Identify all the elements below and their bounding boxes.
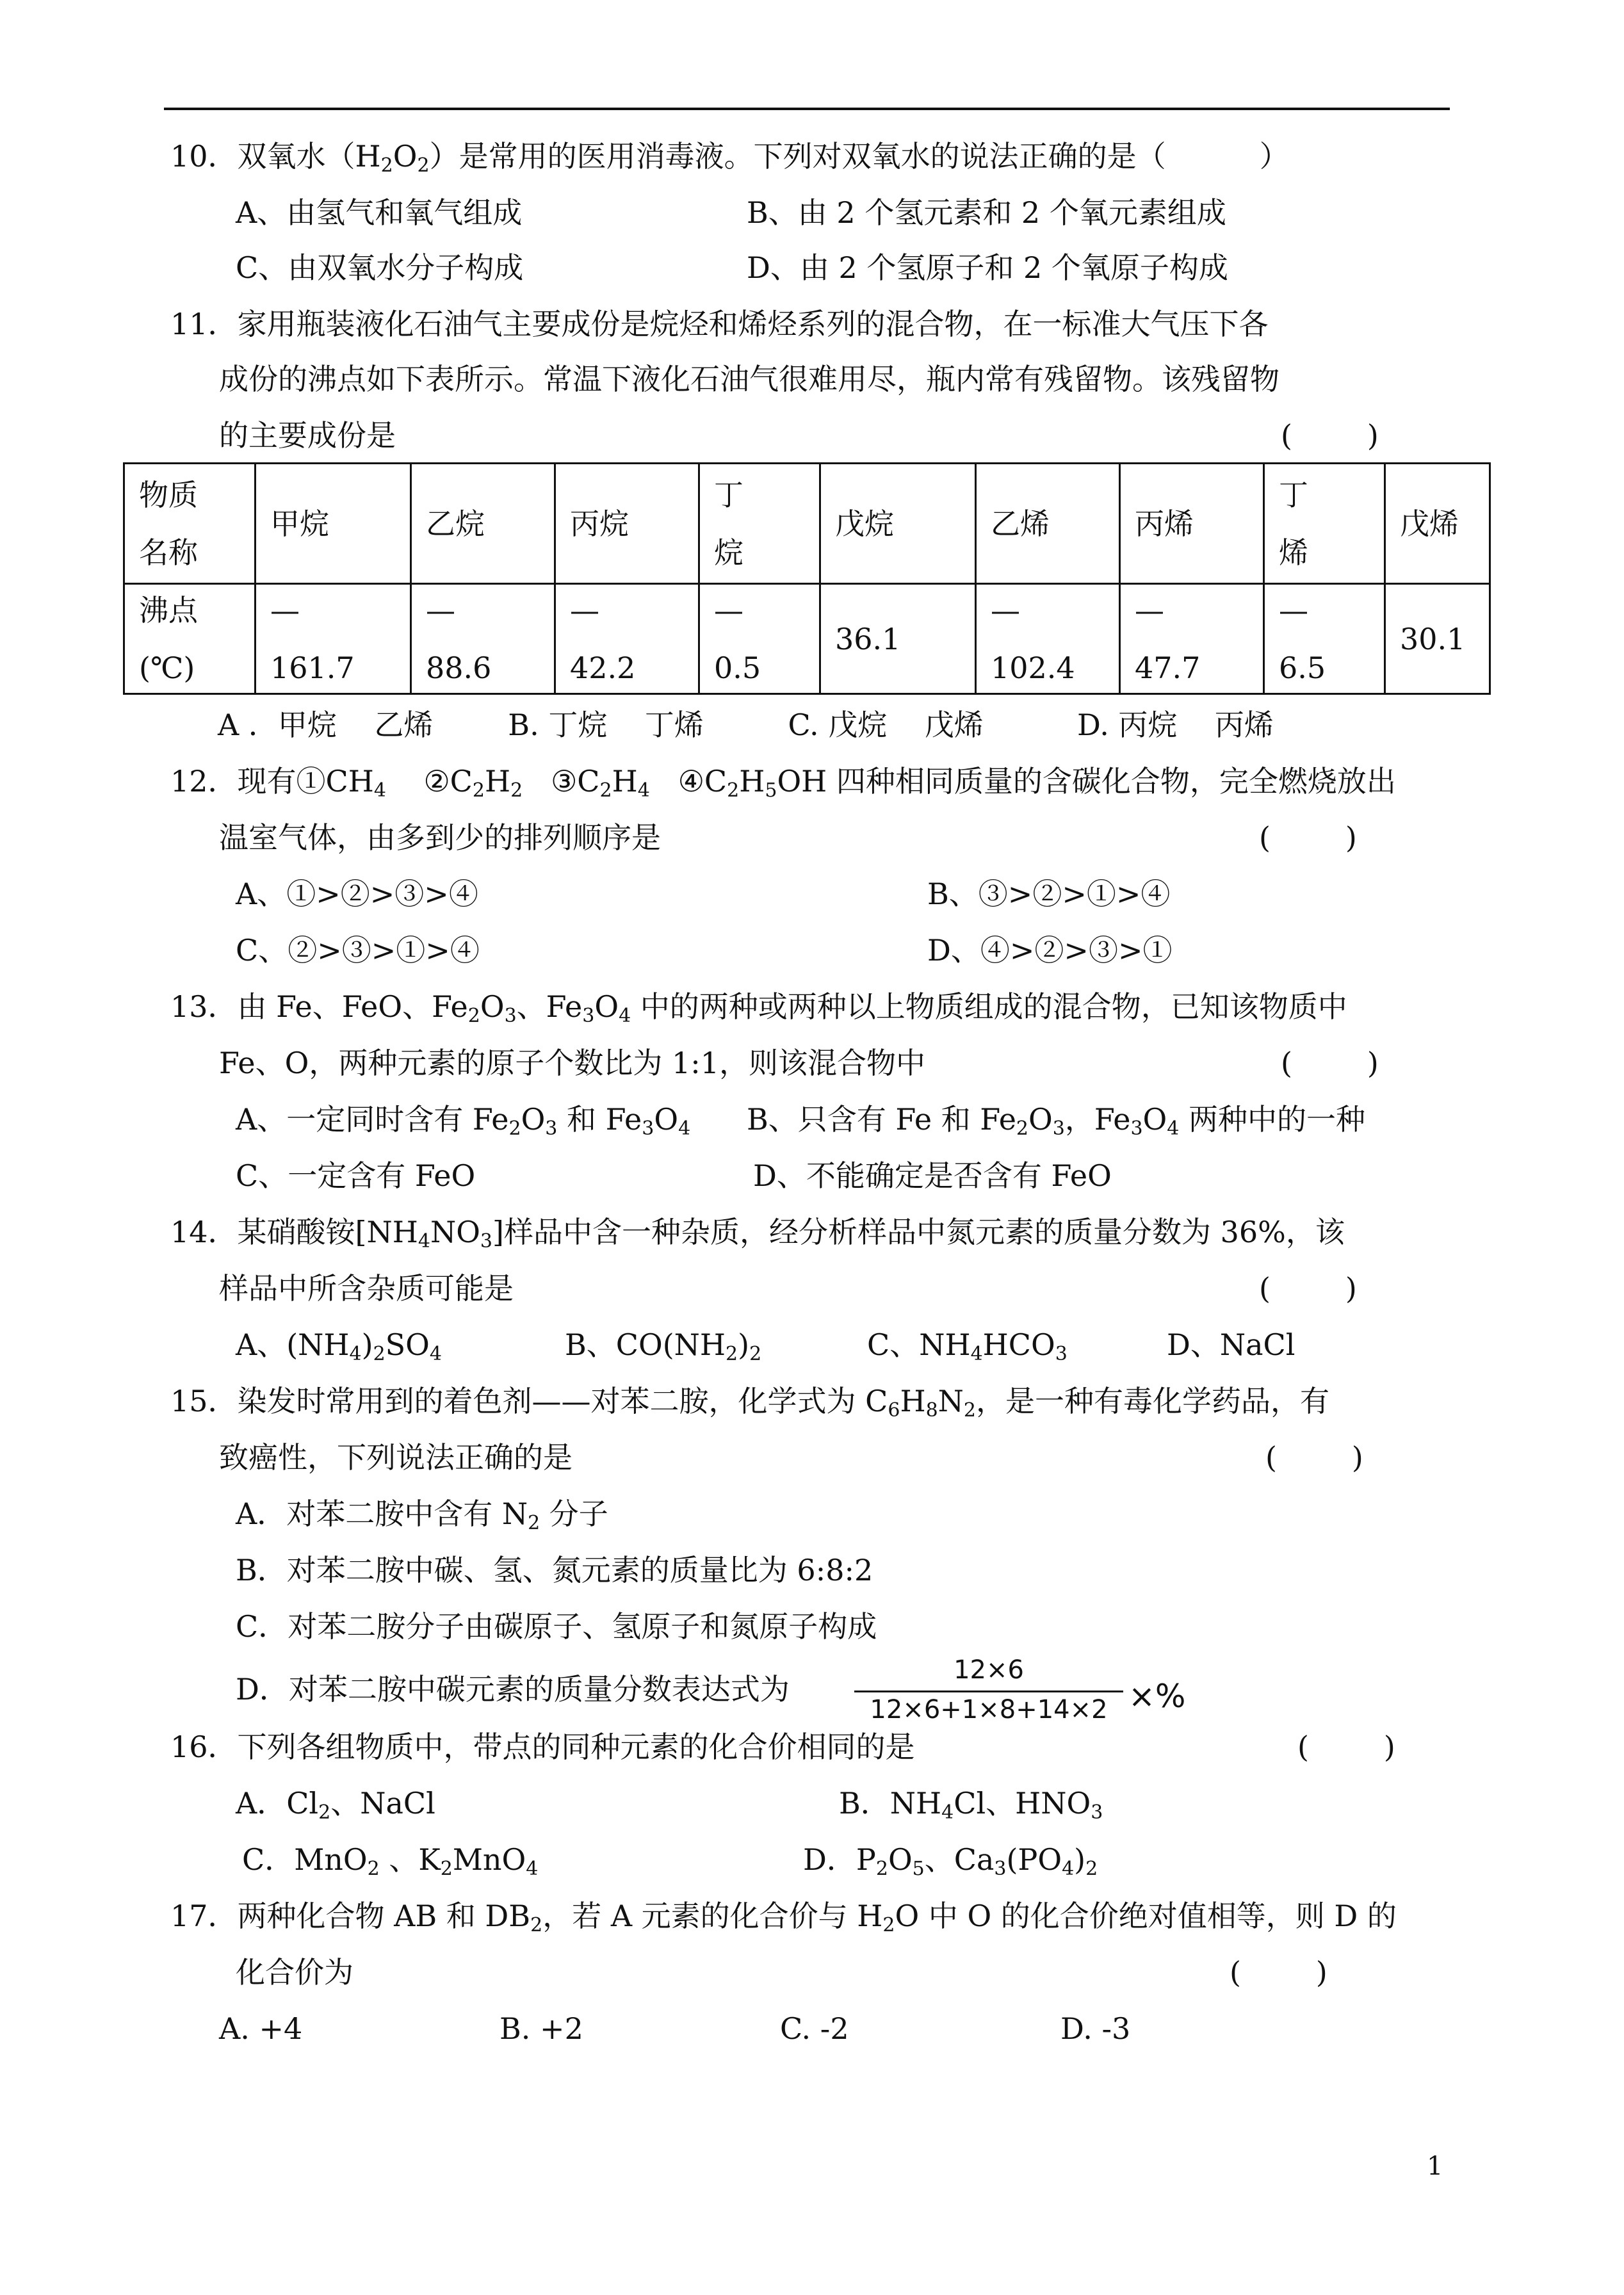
table-cell: 乙烯 [976, 464, 1120, 584]
q16-option-c: C．MnO$_2$ 、$K_2MnO_4$ [242, 1842, 539, 1880]
q14-option-a: A、$(NH_4)_2SO_4$ [236, 1327, 442, 1365]
table-cell: — 88.6 [411, 584, 555, 694]
q16-answer-paren: ( ) [1297, 1730, 1395, 1764]
q15-stem-line1: 15．染发时常用到的着色剂——对苯二胺，化学式为 $C_6H_8N_2$，是一种有毒化学药品，有 [170, 1384, 1330, 1422]
q15-answer-paren: ( ) [1265, 1440, 1363, 1475]
table-cell: 36.1 [820, 584, 976, 694]
q12-option-c: C、②>③>①>④ [236, 933, 480, 968]
q17-answer-paren: ( ) [1230, 1955, 1328, 1990]
table-row-boiling-points [124, 584, 1490, 694]
table-cell: 丁 烷 [699, 464, 820, 584]
q13-stem-line2: Fe、O，两种元素的原子个数比为 1:1，则该混合物中 [219, 1046, 925, 1080]
q12-option-a: A、①>②>③>④ [236, 877, 478, 911]
q16-option-b: B．$NH_4Cl$、$HNO_3$ [839, 1786, 1103, 1824]
table-cell: 戊烷 [820, 464, 976, 584]
q11-options: A ．甲烷 乙烯 B. 丁烷 丁烯 C. 戊烷 戊烯 D. 丙烷 丙烯 [218, 708, 1274, 742]
q14-stem-line1: 14．某硝酸铵$[NH_4NO_3]$样品中含一种杂质，经分析样品中氮元素的质量分数为 36%，该 [170, 1215, 1345, 1253]
fraction-percent: ×% [1128, 1678, 1186, 1715]
q10-stem: 10．双氧水$(H_2O_2)$是常用的医用消毒液。下列对双氧水的说法正确的是（ ） [170, 139, 1289, 177]
fraction-numerator: 12×6 [954, 1655, 1024, 1685]
q17-option-a: A. +4 [219, 2011, 303, 2046]
q17-stem-line1: 17．两种化合物 AB 和 $DB_2$，若 A 元素的化合价与 $H_2O$ 中 O 的化合价绝对值相等，则 D 的 [170, 1899, 1397, 1936]
q12-answer-paren: ( ) [1259, 820, 1357, 855]
q17-option-b: B. +2 [499, 2011, 583, 2046]
q13-answer-paren: ( ) [1281, 1046, 1379, 1080]
q17-stem-line2: 化合价为 [236, 1955, 353, 1990]
q15-option-b: B．对苯二胺中碳、氢、氮元素的质量比为 6:8:2 [236, 1553, 873, 1587]
table-cell: 戊烯 [1385, 464, 1490, 584]
q15-option-d: D．对苯二胺中碳元素的质量分数表达式为 [236, 1672, 790, 1707]
q10-option-c: C、由双氧水分子构成 [236, 250, 524, 285]
table-cell: 30.1 [1385, 584, 1490, 694]
table-cell: 物质 名称 [124, 464, 256, 584]
fraction-bar [854, 1691, 1123, 1692]
table-cell: — 0.5 [699, 584, 820, 694]
q13-option-b: B、只含有 Fe 和 $Fe_2O_3$，$Fe_3O_4$ 两种中的一种 [747, 1102, 1365, 1140]
q12-option-b: B、③>②>①>④ [927, 877, 1171, 911]
q13-option-d: D、不能确定是否含有 FeO [753, 1158, 1112, 1193]
header-rule [164, 108, 1450, 110]
q17-option-c: C. -2 [780, 2011, 849, 2046]
q14-stem-line2: 样品中所含杂质可能是 [219, 1271, 514, 1306]
q12-stem-line2: 温室气体，由多到少的排列顺序是 [219, 820, 661, 855]
q12-stem-line1: 12．现有$①CH_4$ $②C_2H_2$ $③C_2H_4$ $④C_2H_5OH$ 四种相同质量的含碳化合物，完全燃烧放出 [170, 764, 1396, 802]
q14-option-b: B、$CO(NH_2)_2$ [565, 1327, 762, 1365]
q17-option-d: D. -3 [1060, 2011, 1131, 2046]
table-cell: — 6.5 [1264, 584, 1385, 694]
q15-option-a: A．对苯二胺中含有 $N_2$ 分子 [236, 1496, 608, 1534]
table-cell: 乙烷 [411, 464, 555, 584]
table-cell: — 47.7 [1120, 584, 1264, 694]
table-cell: 沸点 (℃) [124, 584, 256, 694]
q10-option-d: D、由 2 个氢原子和 2 个氧原子构成 [747, 250, 1228, 285]
q10-option-a: A、由氢气和氧气组成 [236, 195, 523, 230]
table-cell: 丁 烯 [1264, 464, 1385, 584]
boiling-point-table [123, 462, 1491, 695]
q13-option-c: C、一定含有 FeO [236, 1158, 476, 1193]
page-number: 1 [1427, 2152, 1443, 2181]
q11-stem-line3: 的主要成份是 [219, 418, 396, 453]
q13-option-a: A、一定同时含有 $Fe_2O_3$ 和 $Fe_3O_4$ [236, 1102, 691, 1140]
mass-fraction-expression [854, 1655, 1123, 1725]
q11-stem-line1: 11．家用瓶装液化石油气主要成份是烷烃和烯烃系列的混合物，在一标准大气压下各 [170, 307, 1269, 341]
q12-option-d: D、④>②>③>① [927, 933, 1173, 968]
q15-option-c: C．对苯二胺分子由碳原子、氢原子和氮原子构成 [236, 1609, 877, 1644]
q11-answer-paren: ( ) [1281, 418, 1379, 453]
q14-option-c: C、$NH_4HCO_3$ [867, 1327, 1068, 1365]
q16-option-a: A．$Cl_2$、NaCl [236, 1786, 435, 1824]
q14-option-d: D、NaCl [1167, 1327, 1295, 1362]
q15-stem-line2: 致癌性，下列说法正确的是 [219, 1440, 572, 1475]
q16-option-d: D．$P_2O_5$、$Ca_3(PO_4)_2$ [803, 1842, 1098, 1880]
q16-stem: 16．下列各组物质中，带点的同种元素的化合价相同的是 [170, 1730, 915, 1764]
table-cell: 甲烷 [256, 464, 411, 584]
table-cell: — 161.7 [256, 584, 411, 694]
q13-stem-line1: 13．由 Fe、FeO、$Fe_2O_3$、$Fe_3O_4$ 中的两种或两种以上物质组成的混合物，已知该物质中 [170, 989, 1347, 1027]
q11-stem-line2: 成份的沸点如下表所示。常温下液化石油气很难用尽，瓶内常有残留物。该残留物 [219, 362, 1279, 396]
fraction-denominator: 12×6+1×8+14×2 [870, 1695, 1108, 1724]
table-cell: — 102.4 [976, 584, 1120, 694]
q10-option-b: B、由 2 个氢元素和 2 个氧元素组成 [747, 195, 1226, 230]
table-row-names [124, 464, 1490, 584]
q14-answer-paren: ( ) [1259, 1271, 1357, 1306]
table-cell: — 42.2 [555, 584, 699, 694]
table-cell: 丙烷 [555, 464, 699, 584]
table-cell: 丙烯 [1120, 464, 1264, 584]
